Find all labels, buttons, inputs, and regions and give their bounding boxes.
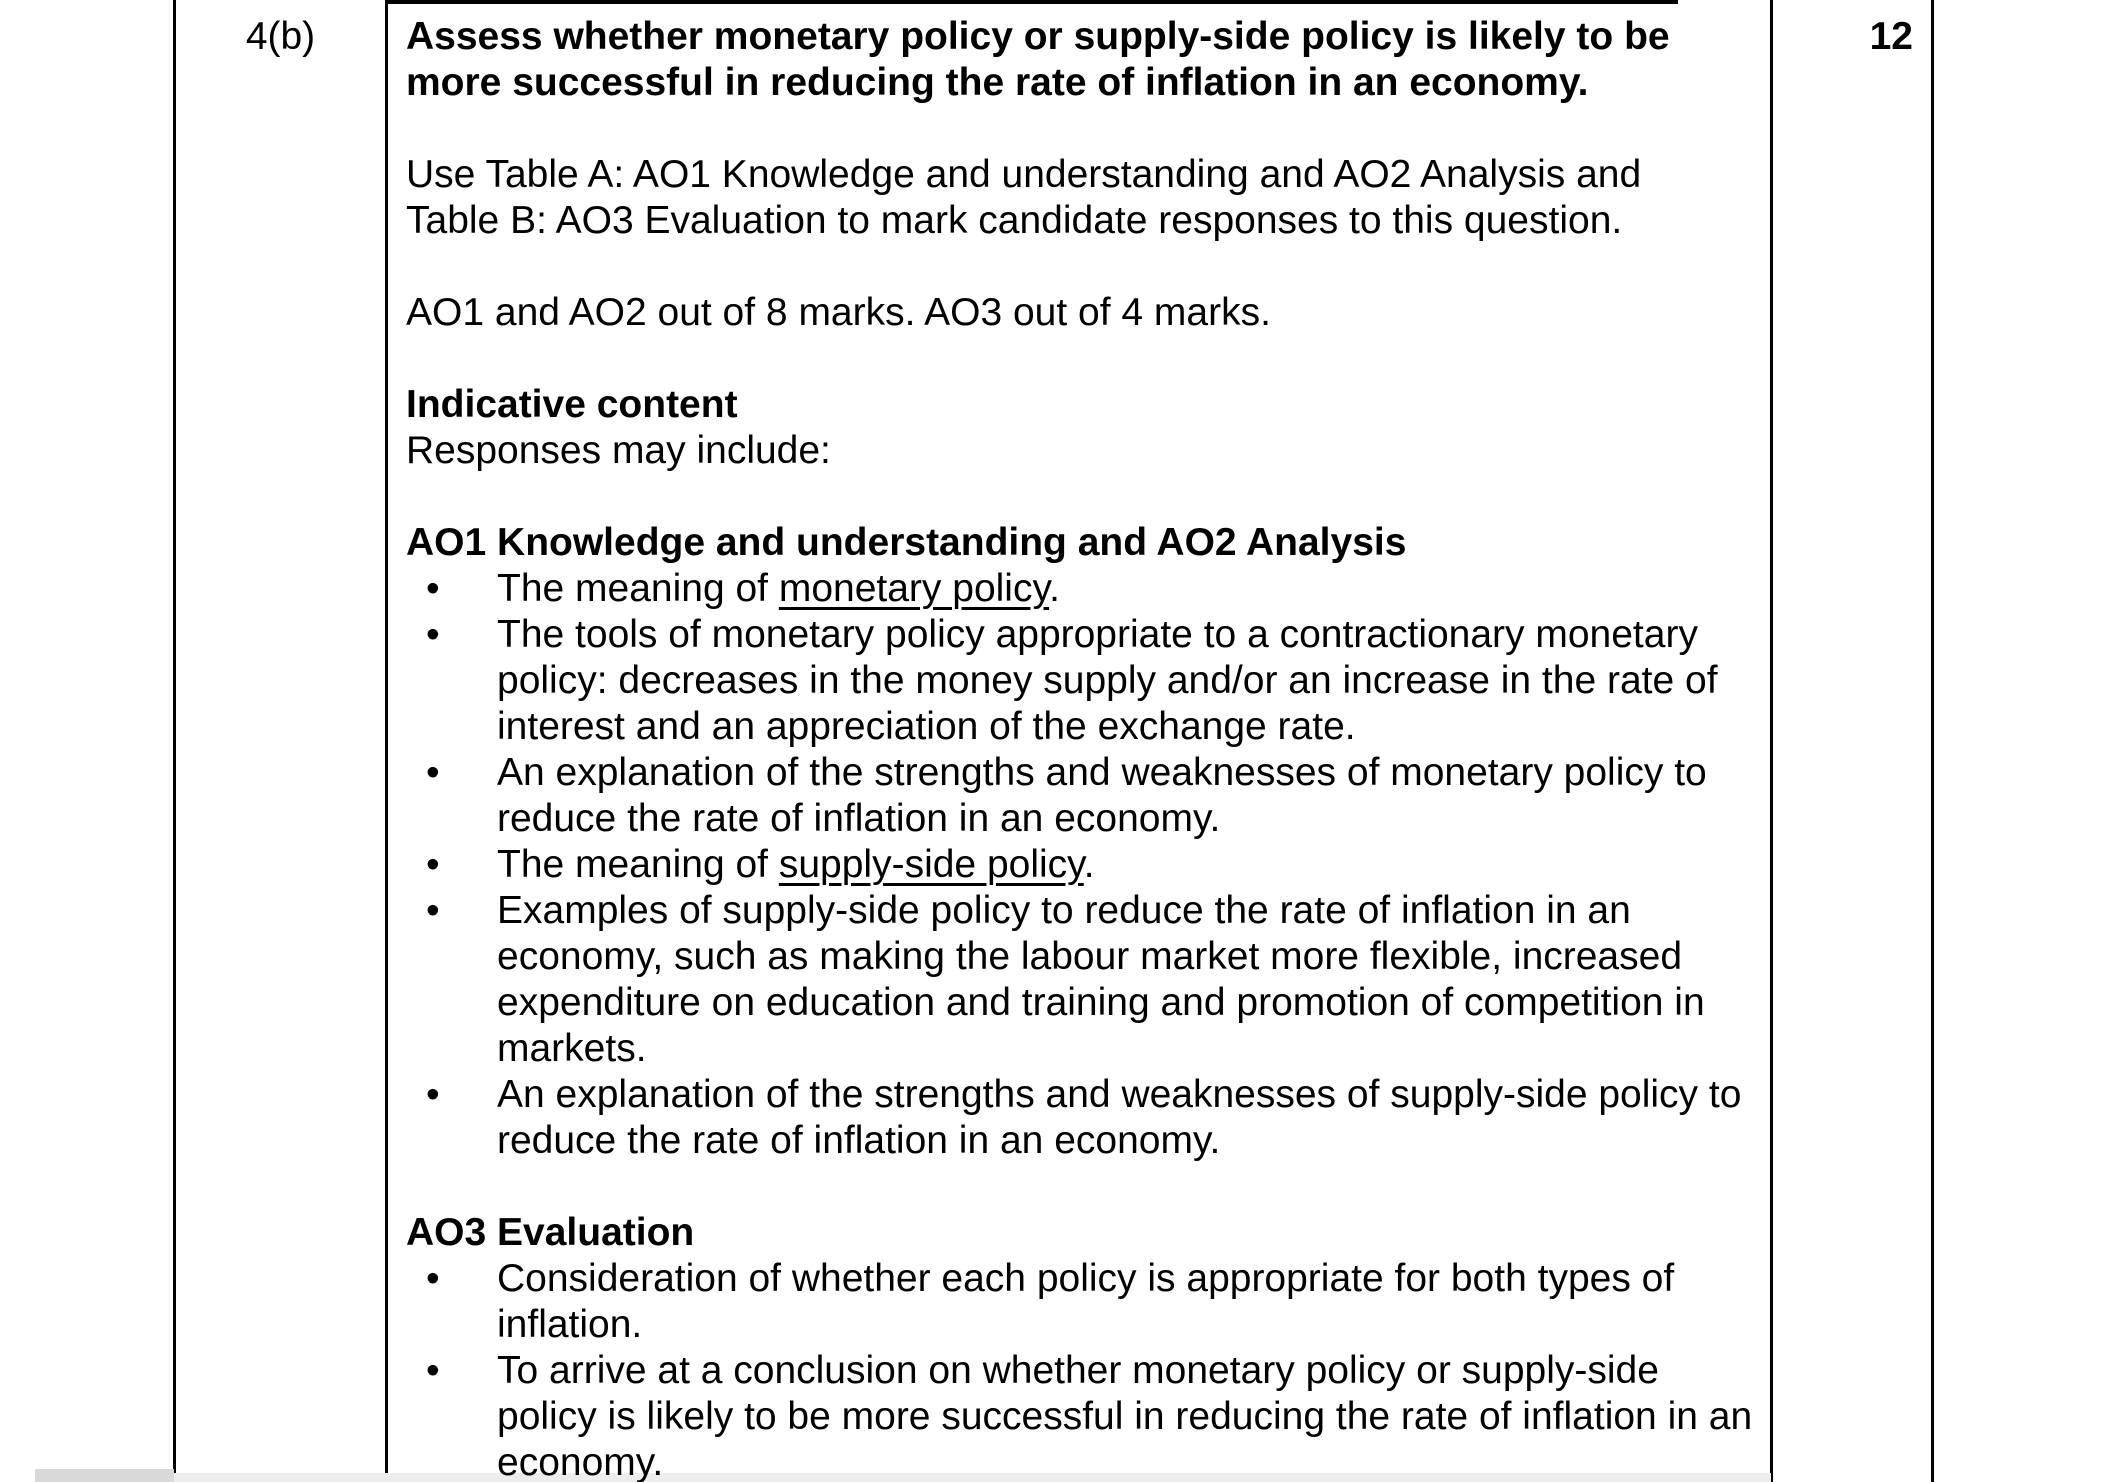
- question-title-line-1: Assess whether monetary policy or supply-side policy is likely to be: [406, 15, 1670, 58]
- bullet-text: .: [1083, 843, 1095, 886]
- bullet-marker: •: [426, 1073, 440, 1116]
- bullet-text: The meaning of: [497, 567, 779, 610]
- bullet-wrap-line: reduce the rate of inflation in an economy.: [497, 1119, 1221, 1162]
- bullet-wrap-line: markets.: [497, 1027, 647, 1070]
- blank-line: [406, 336, 1762, 382]
- bullet-marker: •: [426, 613, 440, 656]
- bullet-item: [406, 1348, 1762, 1394]
- question-title-line-2: more successful in reducing the rate of inflation in an economy.: [406, 61, 1589, 104]
- bullet-text: The tools of monetary policy appropriate to a contractionary monetary: [497, 613, 1698, 656]
- ao1-ao2-heading: AO1 Knowledge and understanding and AO2 Analysis: [406, 521, 1407, 564]
- indicative-content-heading: Indicative content: [406, 383, 738, 426]
- bullet-text: An explanation of the strengths and weaknesses of supply-side policy to: [497, 1073, 1742, 1116]
- blank-line: [406, 1164, 1762, 1210]
- bullet-text: To arrive at a conclusion on whether monetary policy or supply-side: [497, 1349, 1659, 1392]
- page-bottom-edge-shadow: [35, 1469, 174, 1482]
- underlined-term: monetary policy: [778, 567, 1050, 610]
- intro-line-2: Table B: AO3 Evaluation to mark candidate responses to this question.: [406, 199, 1623, 242]
- bullet-item: [406, 612, 1762, 658]
- bullet-marker: •: [426, 843, 440, 886]
- underlined-term: supply-side policy: [778, 843, 1084, 886]
- bullet-wrap-line: economy.: [497, 1441, 664, 1482]
- question-number-cell: [176, 0, 385, 60]
- table-border-right-of-marks-col: [1931, 0, 1934, 1482]
- bullet-text: Consideration of whether each policy is appropriate for both types of: [497, 1257, 1675, 1300]
- bullet-text: Examples of supply-side policy to reduce the rate of inflation in an: [497, 889, 1631, 932]
- bullet-wrap-line: reduce the rate of inflation in an economy.: [497, 797, 1221, 840]
- bullet-wrap-line: inflation.: [497, 1303, 643, 1346]
- bullet-item: [406, 566, 1762, 612]
- blank-line: [406, 244, 1762, 290]
- bullet-item: [406, 1256, 1762, 1302]
- bullet-item: [406, 1072, 1762, 1118]
- bullet-text: .: [1049, 567, 1060, 610]
- bullet-wrap-line: policy: decreases in the money supply and/or an increase in the rate of: [497, 659, 1718, 702]
- bullet-marker: •: [426, 889, 440, 932]
- bullet-wrap-line: policy is likely to be more successful in reducing the rate of inflation in an: [497, 1395, 1753, 1438]
- blank-line: [406, 106, 1762, 152]
- bullet-item: [406, 888, 1762, 934]
- bullet-marker: •: [426, 1349, 440, 1392]
- bullet-wrap-line: interest and an appreciation of the exchange rate.: [497, 705, 1356, 748]
- blank-line: [406, 474, 1762, 520]
- bullet-marker: •: [426, 1257, 440, 1300]
- bullet-marker: •: [426, 751, 440, 794]
- question-number: 4(b): [245, 15, 316, 58]
- bullet-text: The meaning of: [497, 843, 779, 886]
- bullet-wrap-line: economy, such as making the labour market more flexible, increased: [497, 935, 1683, 978]
- responses-intro-line: Responses may include:: [406, 429, 831, 472]
- bullet-wrap-line: expenditure on education and training and promotion of competition in: [497, 981, 1705, 1024]
- marks-value: 12: [1869, 15, 1913, 58]
- ao3-heading: AO3 Evaluation: [406, 1211, 695, 1254]
- bullet-item: [406, 750, 1762, 796]
- bullet-text: An explanation of the strengths and weaknesses of monetary policy to: [497, 751, 1707, 794]
- bullet-item: [406, 842, 1762, 888]
- intro-line-1: Use Table A: AO1 Knowledge and understanding and AO2 Analysis and: [406, 153, 1642, 196]
- answer-cell: [388, 0, 1770, 1482]
- marks-cell: [1773, 0, 1931, 60]
- table-border-answer-marks: [1770, 0, 1773, 1482]
- table-border-left-of-question-col: [173, 0, 176, 1482]
- bullet-marker: •: [426, 567, 440, 610]
- marks-allocation-line: AO1 and AO2 out of 8 marks. AO3 out of 4 marks.: [406, 291, 1271, 334]
